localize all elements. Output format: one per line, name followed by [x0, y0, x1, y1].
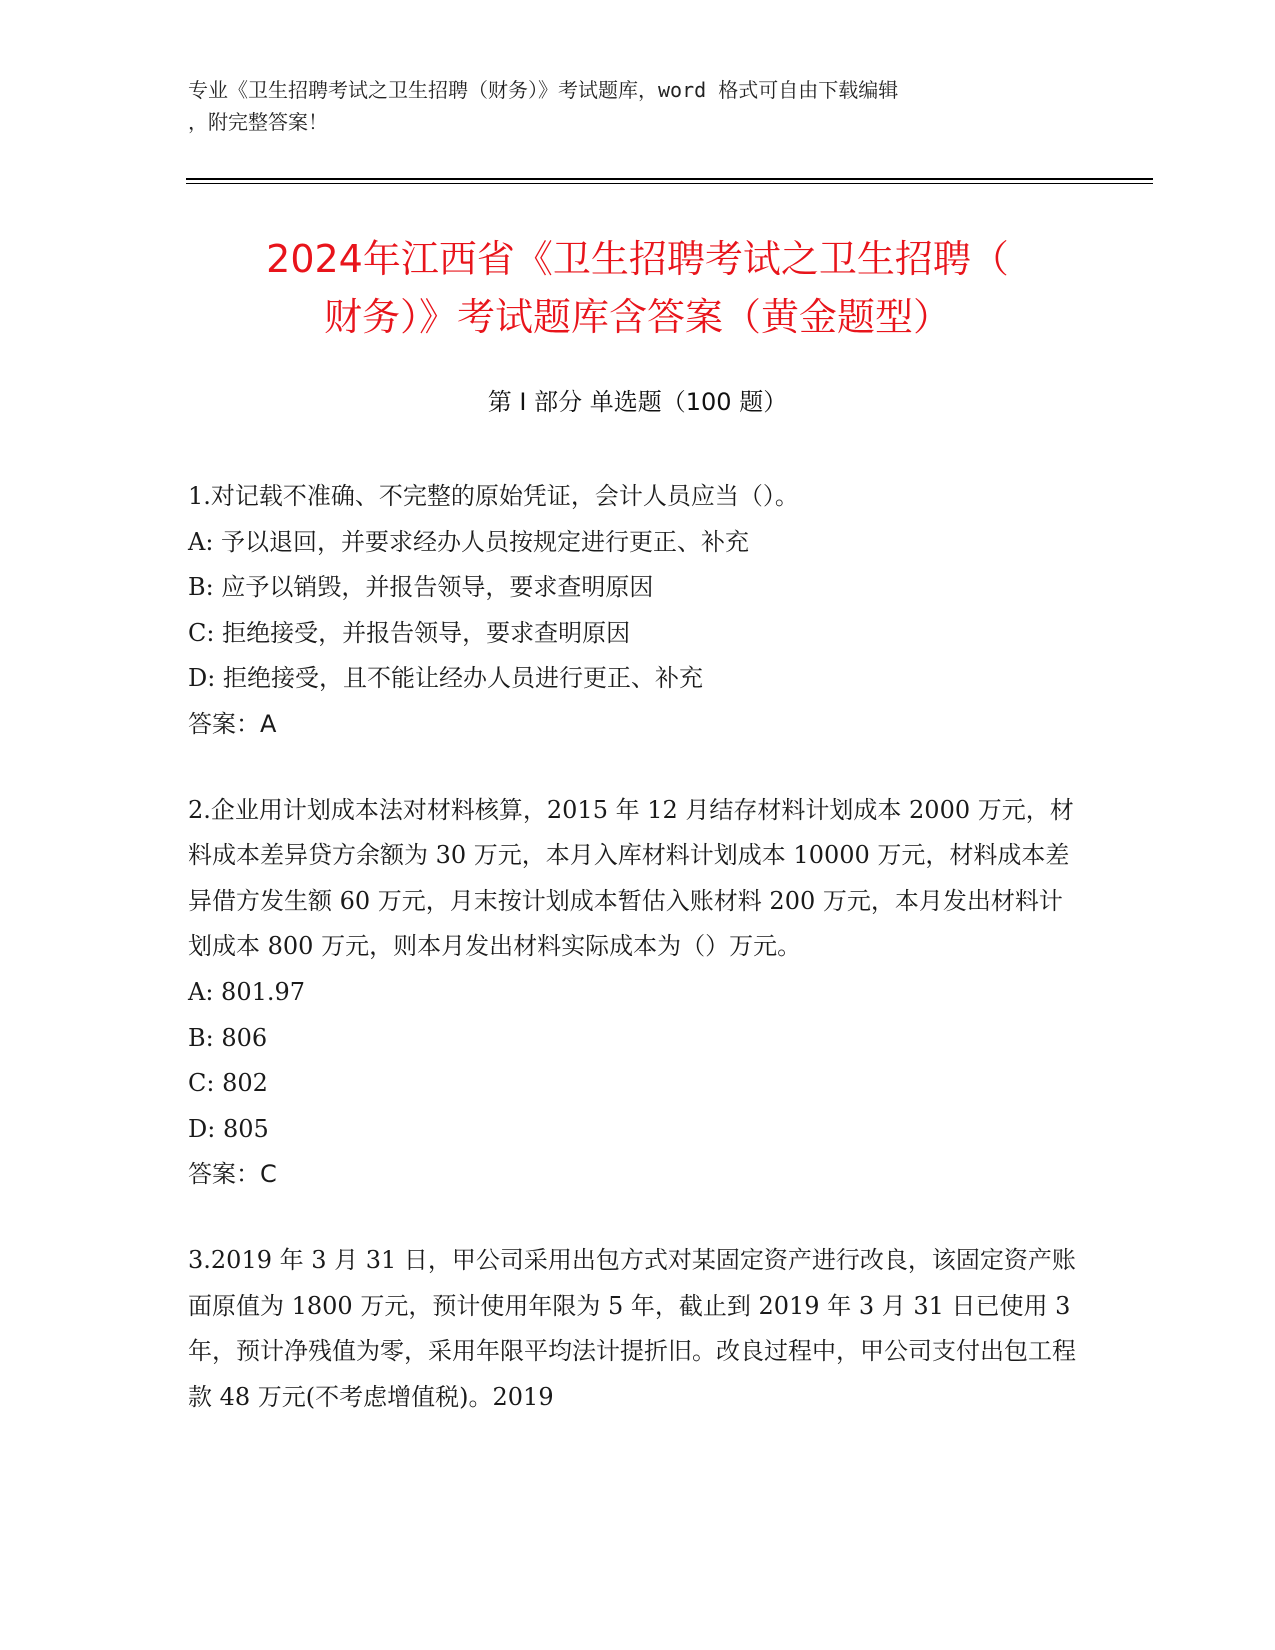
option-a: A: 予以退回，并要求经办人员按规定进行更正、补充 [188, 527, 750, 556]
document-title-line-2: 财务）》考试题库含答案（黄金题型） [323, 295, 951, 339]
question-stem: 3.2019 年 3 月 31 日，甲公司采用出包方式对某固定资产进行改良，该固定资产账面原值为 1800 万元，预计使用年限为 5 年，截止到 2019 年 3 月 31 日已使用 3 年，预计净残值为零，采用年限平均法计提折旧。改良过程中，甲公司支付出包工程款 48 万元(不考虑增值税)。2019 [188, 1245, 1076, 1411]
question-stem: 2.企业用计划成本法对材料核算，2015 年 12 月结存材料计划成本 2000 万元，材料成本差异贷方余额为 30 万元，本月入库材料计划成本 10000 万元，材料成本差异借方发生额 60 万元，月末按计划成本暂估入账材料 200 万元，本月发出材料计划成本 800 万元，则本月发出材料实际成本为（）万元。 [188, 795, 1074, 961]
option-b: B: 806 [188, 1023, 268, 1052]
header-note: 专业《卫生招聘考试之卫生招聘（财务）》考试题库，word 格式可自由下载编辑 ，附完整答案！ [188, 78, 899, 134]
question-3 [188, 1238, 1078, 1420]
question-list [188, 474, 1078, 1460]
option-c: C: 拒绝接受，并报告领导，要求查明原因 [188, 618, 631, 647]
document-title [150, 230, 1125, 346]
question-stem: 1.对记载不准确、不完整的原始凭证，会计人员应当（）。 [188, 482, 799, 510]
section-title: 第 I 部分 单选题（100 题） [487, 388, 788, 416]
option-a: A: 801.97 [188, 977, 306, 1006]
option-c: C: 802 [188, 1069, 268, 1098]
option-b: B: 应予以销毁，并报告领导，要求查明原因 [188, 573, 654, 602]
header-divider-thin [186, 183, 1153, 184]
answer: 答案：C [188, 1160, 277, 1189]
answer: 答案：A [188, 709, 277, 738]
option-d: D: 拒绝接受，且不能让经办人员进行更正、补充 [188, 664, 703, 693]
question-2 [188, 788, 1078, 1198]
header-divider-thick [186, 178, 1153, 180]
question-1 [188, 474, 1078, 748]
option-d: D: 805 [188, 1114, 269, 1143]
document-title-line-1: 2024年江西省《卫生招聘考试之卫生招聘（ [266, 237, 1009, 281]
